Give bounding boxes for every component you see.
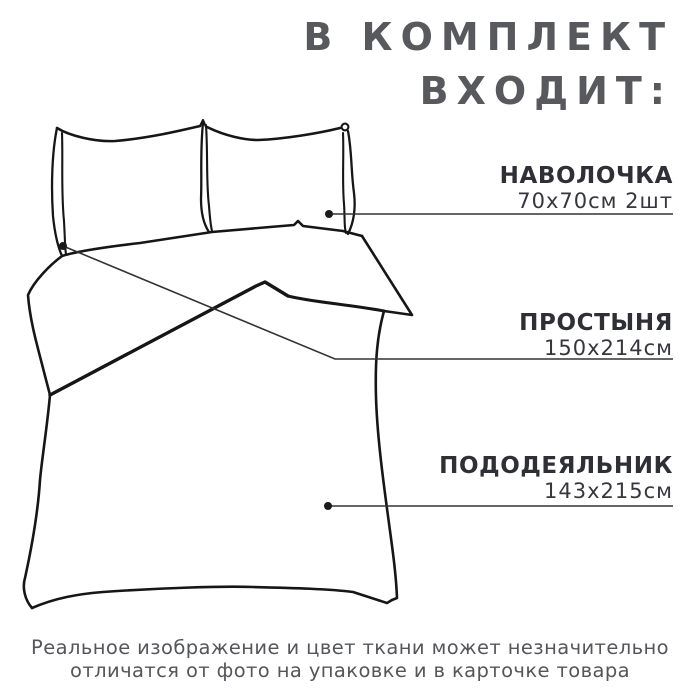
sheet-size: 150х214см: [544, 336, 673, 360]
pillow-middle-seam: [200, 120, 212, 232]
disclaimer-line-1: Реальное изображение и цвет ткани может незначительно: [31, 636, 669, 659]
sheet-name: ПРОСТЫНЯ: [519, 310, 673, 336]
page-title-line-1: В КОМПЛЕКТ: [303, 15, 673, 59]
callout-label-pillowcase: [500, 164, 673, 213]
duvet: [24, 282, 397, 608]
callout-label-sheet: [519, 311, 673, 360]
duvet-size: 143х215см: [544, 479, 673, 503]
disclaimer-text: [0, 637, 700, 682]
page-title: [303, 10, 673, 118]
callout-dot-pillowcase: [325, 210, 333, 218]
page-title-line-2: ВХОДИТ:: [419, 69, 673, 113]
callout-dot-sheet: [59, 242, 67, 250]
pillow-right: [207, 124, 355, 234]
callout-label-duvet: [439, 454, 673, 503]
callout-dot-duvet: [324, 502, 332, 510]
disclaimer-line-2: отличатся от фото на упаковке и в карточке товара: [70, 658, 630, 682]
sheet: [28, 221, 412, 395]
pillowcase-name: НАВОЛОЧКА: [499, 163, 673, 189]
duvet-name: ПОДОДЕЯЛЬНИК: [439, 453, 673, 479]
pillowcase-size: 70х70см 2шт: [517, 189, 673, 213]
